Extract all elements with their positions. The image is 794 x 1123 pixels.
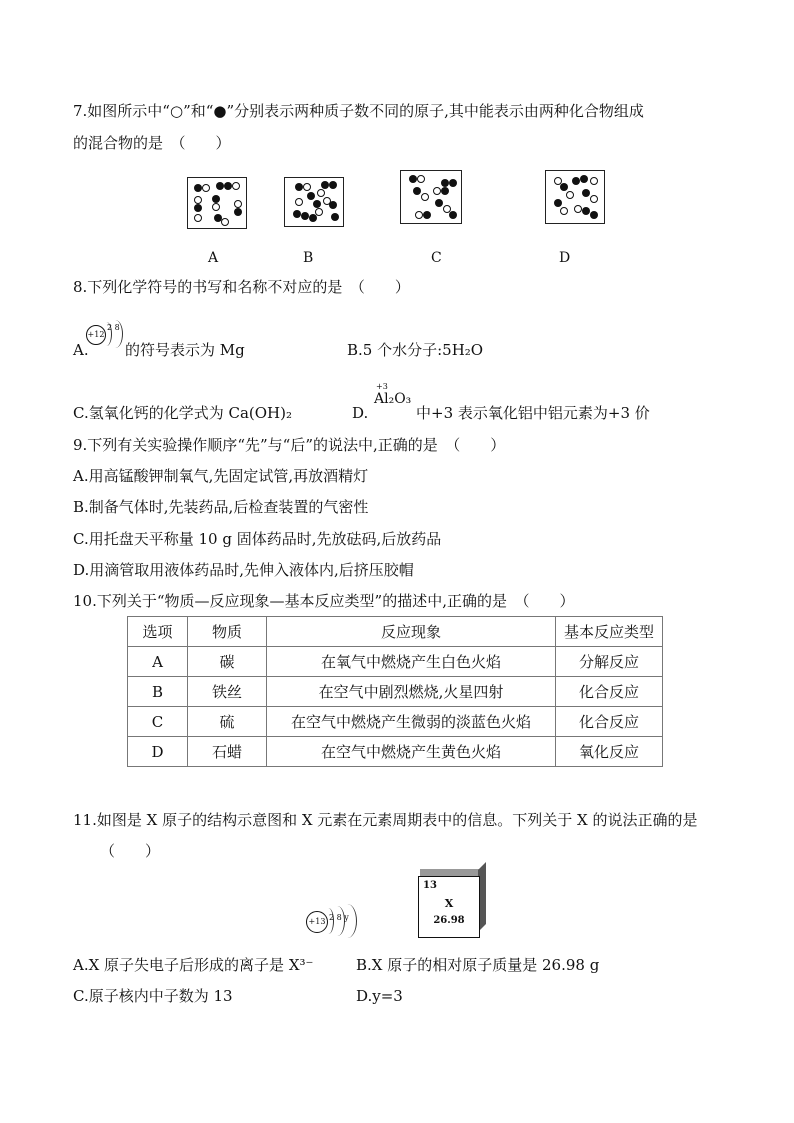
q10-table <box>127 616 663 767</box>
q10-header-phenomenon: 反应现象 <box>267 617 556 647</box>
q8-option-b[interactable]: B.5 个水分子:5H₂O <box>347 341 484 359</box>
q11-paren: （ ） <box>100 842 161 860</box>
q11-nucleus: +13 <box>306 911 328 933</box>
q10-stem: 10.下列关于“物质—反应现象—基本反应类型”的描述中,正确的是 （ ） <box>73 592 575 610</box>
q10-cell: 在空气中剧烈燃烧,火星四射 <box>267 677 556 707</box>
q10-cell: 硫 <box>188 707 267 737</box>
q9-stem: 9.下列有关实验操作顺序“先”与“后”的说法中,正确的是 （ ） <box>73 436 506 454</box>
q10-cell: 在氧气中燃烧产生白色火焰 <box>267 647 556 677</box>
q11-shells: 2 8 y <box>329 913 349 922</box>
q9-option-c[interactable]: C.用托盘天平称量 10 g 固体药品时,先放砝码,后放药品 <box>73 530 442 548</box>
q8-d-prefix: D. <box>352 404 369 422</box>
q10-header-option: 选项 <box>128 617 188 647</box>
q9-option-d[interactable]: D.用滴管取用液体药品时,先伸入液体内,后挤压胶帽 <box>73 561 414 579</box>
q10-cell: 化合反应 <box>556 677 663 707</box>
q8-a-shells: 2 8 <box>107 323 120 332</box>
q8-a-nucleus: +12 <box>86 325 106 345</box>
table-row[interactable] <box>128 677 663 707</box>
q7-diagram-a[interactable] <box>187 177 247 229</box>
q10-cell: B <box>128 677 188 707</box>
q10-cell: 石蜡 <box>188 737 267 767</box>
q8-stem: 8.下列化学符号的书写和名称不对应的是 （ ） <box>73 278 410 296</box>
q11-tile-mass: 26.98 <box>433 915 465 926</box>
q8-option-d[interactable] <box>352 403 368 423</box>
q11-option-d[interactable]: D.y=3 <box>356 987 403 1005</box>
q7-stem-line2: 的混合物的是 （ ） <box>73 134 231 152</box>
table-row[interactable] <box>128 737 663 767</box>
q8-option-c[interactable]: C.氢氧化钙的化学式为 Ca(OH)₂ <box>73 404 292 422</box>
q11-tile-number: 13 <box>423 880 437 891</box>
q7-label-d: D <box>559 250 571 266</box>
q10-cell: 化合反应 <box>556 707 663 737</box>
table-row[interactable] <box>128 707 663 737</box>
q11-stem: 11.如图是 X 原子的结构示意图和 X 元素在元素周期表中的信息。下列关于 X 的说法正确的是 <box>73 811 698 829</box>
q8-d-formula: Al₂O₃ <box>374 391 412 407</box>
q7-label-b: B <box>303 250 314 266</box>
q10-cell: 铁丝 <box>188 677 267 707</box>
q8-a-text: 的符号表示为 Mg <box>125 341 245 359</box>
q11-option-b[interactable]: B.X 原子的相对原子质量是 26.98 g <box>356 956 600 974</box>
q9-option-b[interactable]: B.制备气体时,先装药品,后检查装置的气密性 <box>73 498 369 516</box>
q10-cell: 在空气中燃烧产生黄色火焰 <box>267 737 556 767</box>
q8-a-atom-diagram <box>86 320 126 348</box>
q11-tile-symbol: X <box>444 897 454 910</box>
q7-stem-line1: 7.如图所示中“○”和“●”分别表示两种质子数不同的原子,其中能表示由两种化合物组成 <box>73 102 644 120</box>
q8-d-text: 中+3 表示氧化铝中铝元素为+3 价 <box>416 404 650 422</box>
q10-cell: C <box>128 707 188 737</box>
q10-cell: 在空气中燃烧产生微弱的淡蓝色火焰 <box>267 707 556 737</box>
table-row[interactable] <box>128 647 663 677</box>
q11-atom-diagram <box>306 904 362 938</box>
q10-header-reaction-type: 基本反应类型 <box>556 617 663 647</box>
q10-cell: 碳 <box>188 647 267 677</box>
q8-a-prefix: A. <box>73 341 89 359</box>
q10-cell: 分解反应 <box>556 647 663 677</box>
q7-diagram-d[interactable] <box>545 170 605 224</box>
q10-cell: 氧化反应 <box>556 737 663 767</box>
q10-header-substance: 物质 <box>188 617 267 647</box>
q7-label-a: A <box>208 250 219 266</box>
q10-cell: D <box>128 737 188 767</box>
q8-d-charge: +3 <box>376 382 388 391</box>
q7-label-c: C <box>431 250 442 266</box>
q7-diagram-c[interactable] <box>400 170 462 224</box>
q11-option-a[interactable]: A.X 原子失电子后形成的离子是 X³⁻ <box>73 956 314 974</box>
q7-diagram-b[interactable] <box>284 177 344 227</box>
q10-table-header <box>128 617 663 647</box>
q11-option-c[interactable]: C.原子核内中子数为 13 <box>73 987 233 1005</box>
q11-periodic-tile <box>418 876 480 938</box>
q9-option-a[interactable]: A.用高锰酸钾制氧气,先固定试管,再放酒精灯 <box>73 467 369 485</box>
q10-cell: A <box>128 647 188 677</box>
